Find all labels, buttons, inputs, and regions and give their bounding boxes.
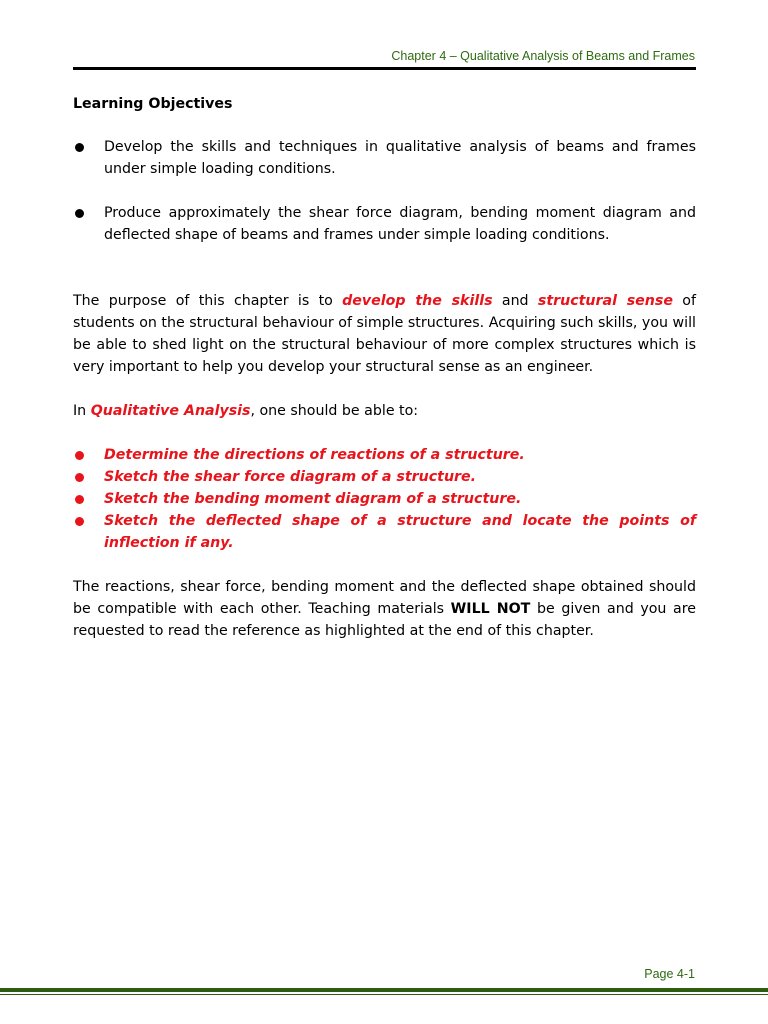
page-number: Page 4-1 bbox=[644, 967, 695, 981]
bullet-icon bbox=[75, 473, 84, 482]
list-item bbox=[73, 510, 696, 554]
qualitative-intro bbox=[73, 400, 696, 422]
qualitative-item-text: Sketch the deflected shape of a structure and locate the points of inflection if any. bbox=[104, 513, 696, 551]
objective-text: Develop the skills and techniques in qualitative analysis of beams and frames under simple loading conditions. bbox=[104, 139, 696, 177]
bullet-icon bbox=[75, 451, 84, 460]
closing-text: be given and you are requested to read the reference as highlighted at the end of this chapter. bbox=[73, 601, 696, 639]
learning-objectives-heading: Learning Objectives bbox=[73, 96, 233, 112]
footer-rule bbox=[0, 988, 768, 992]
qualitative-item-text: Sketch the shear force diagram of a structure. bbox=[104, 469, 477, 485]
list-item bbox=[73, 444, 696, 466]
purpose-paragraph bbox=[73, 290, 696, 378]
bullet-icon bbox=[75, 143, 84, 152]
intro-highlight: Qualitative Analysis bbox=[90, 403, 251, 419]
purpose-text: and bbox=[492, 293, 538, 309]
purpose-highlight: structural sense bbox=[537, 293, 673, 309]
qualitative-list bbox=[73, 444, 696, 554]
list-item bbox=[73, 136, 696, 180]
objectives-list bbox=[73, 136, 696, 246]
page-content bbox=[73, 93, 696, 642]
intro-text: In bbox=[73, 403, 91, 419]
bullet-icon bbox=[75, 517, 84, 526]
footer-rule-thin bbox=[0, 994, 768, 995]
bullet-icon bbox=[75, 495, 84, 504]
closing-emphasis: WILL NOT bbox=[450, 601, 531, 617]
bullet-icon bbox=[75, 209, 84, 218]
qualitative-item-text: Sketch the bending moment diagram of a structure. bbox=[104, 491, 522, 507]
running-header: Chapter 4 – Qualitative Analysis of Beams and Frames bbox=[391, 49, 695, 63]
closing-paragraph bbox=[73, 576, 696, 642]
purpose-text: The purpose of this chapter is to bbox=[73, 293, 343, 309]
list-item bbox=[73, 466, 696, 488]
intro-text: , one should be able to: bbox=[250, 403, 419, 419]
objective-text: Produce approximately the shear force diagram, bending moment diagram and deflected shape of beams and frames under simple loading conditions. bbox=[104, 205, 696, 243]
list-item bbox=[73, 202, 696, 246]
closing-text: The reactions, shear force, bending moment and the deflected shape obtained should be compatible with each other. Teaching materials bbox=[73, 579, 696, 617]
header-rule bbox=[73, 67, 696, 70]
purpose-text: of students on the structural behaviour of simple structures. Acquiring such skills, you will be able to shed light on the structural behaviour of more complex structures which is very important to help you develop your structural sense as an engineer. bbox=[73, 293, 696, 375]
qualitative-item-text: Determine the directions of reactions of a structure. bbox=[104, 447, 525, 463]
list-item bbox=[73, 488, 696, 510]
purpose-highlight: develop the skills bbox=[342, 293, 493, 309]
